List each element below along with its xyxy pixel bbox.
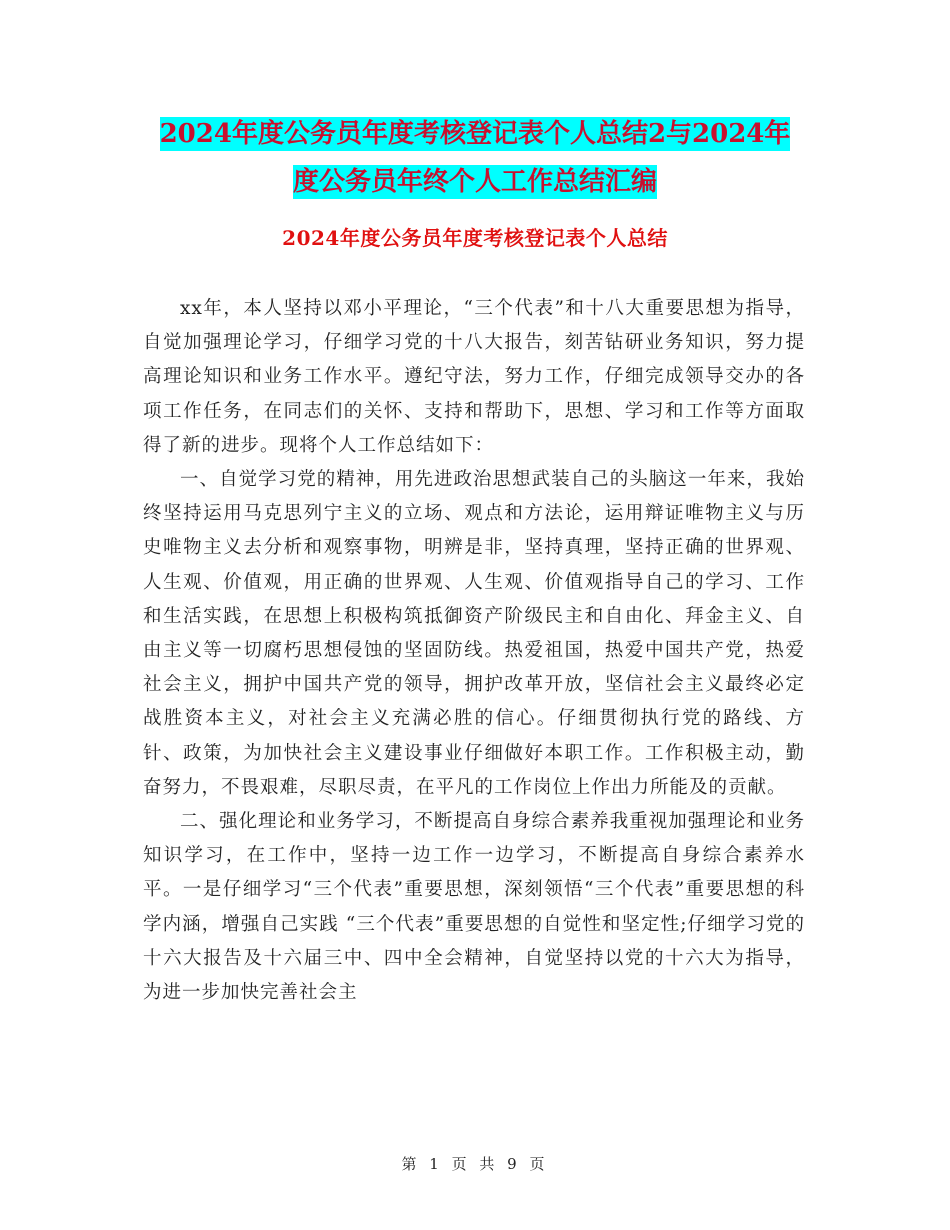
body-text xyxy=(143,292,805,1010)
title-line-1: 2024年度公务员年度考核登记表个人总结2与2024年 xyxy=(159,119,791,149)
document-title xyxy=(140,110,810,206)
title-line-2: 度公务员年终个人工作总结汇编 xyxy=(292,167,657,197)
page-footer: 第 1 页 共 9 页 xyxy=(401,1155,549,1173)
paragraph-section-1: 一、自觉学习党的精神，用先进政治思想武装自己的头脑这一年来，我始终坚持运用马克思列宁主义的立场、观点和方法论，运用辩证唯物主义与历史唯物主义去分析和观察事物，明辨是非，坚持真理，坚持正确的世界观、人生观、价值观，用正确的世界观、人生观、价值观指导自己的学习、工作和生活实践，在思想上积极构筑抵御资产阶级民主和自由化、拜金主义、自由主义等一切腐朽思想侵蚀的坚固防线。热爱祖国，热爱中国共产党，热爱社会主义，拥护中国共产党的领导，拥护改革开放，坚信社会主义最终必定战胜资本主义，对社会主义充满必胜的信心。仔细贯彻执行党的路线、方针、政策，为加快社会主义建设事业仔细做好本职工作。工作积极主动，勤奋努力，不畏艰难，尽职尽责，在平凡的工作岗位上作出力所能及的贡献。 xyxy=(143,469,805,798)
section-subtitle: 2024年度公务员年度考核登记表个人总结 xyxy=(282,226,668,250)
paragraph-intro: xx年，本人坚持以邓小平理论，“三个代表”和十八大重要思想为指导，自觉加强理论学习，仔细学习党的十八大报告，刻苦钻研业务知识，努力提高理论知识和业务工作水平。遵纪守法，努力工作，仔细完成领导交办的各项工作任务，在同志们的关怀、支持和帮助下，思想、学习和工作等方面取得了新的进步。现将个人工作总结如下： xyxy=(143,298,805,456)
paragraph-section-2: 二、强化理论和业务学习，不断提高自身综合素养我重视加强理论和业务知识学习，在工作中，坚持一边工作一边学习，不断提高自身综合素养水平。一是仔细学习“三个代表”重要思想，深刻领悟“三个代表”重要思想的科学内涵，增强自己实践 “三个代表”重要思想的自觉性和坚定性;仔细学习党的十六大报告及十六届三中、四中全会精神，自觉坚持以党的十六大为指导，为进一步加快完善社会主 xyxy=(143,811,805,1004)
